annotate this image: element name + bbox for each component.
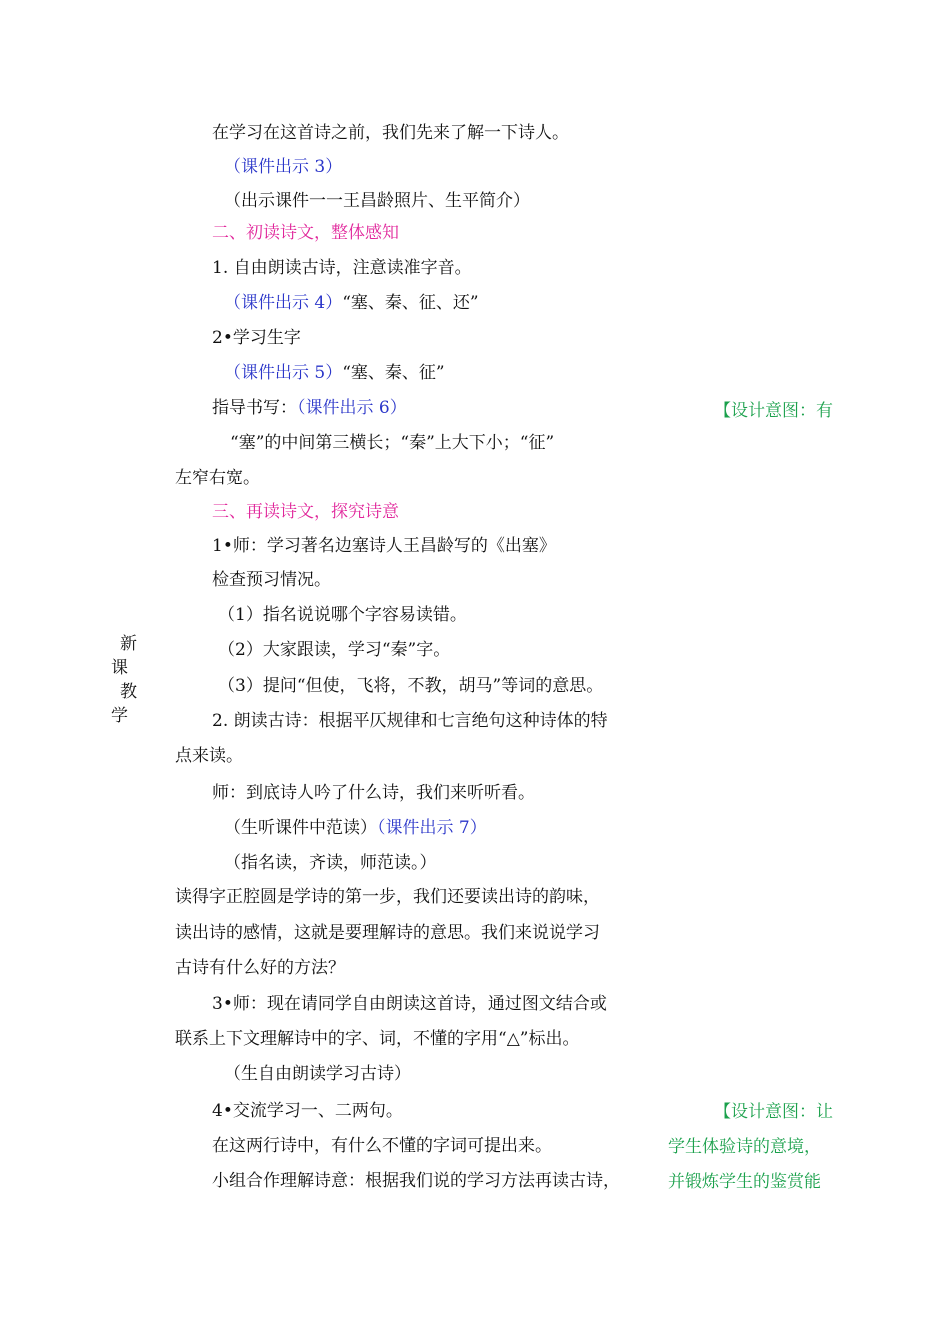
- text-line: 左窄右宽。: [175, 468, 260, 488]
- text-line: 1•师：学习著名边塞诗人王昌龄写的《出塞》: [212, 536, 556, 556]
- design-intent-note: 并锻炼学生的鉴赏能: [668, 1172, 821, 1192]
- text-line: （出示课件一一王昌龄照片、生平简介）: [224, 191, 530, 211]
- text-line: 读出诗的感情，这就是要理解诗的意思。我们来说说学习: [175, 923, 600, 943]
- side-label-char: 新: [120, 634, 137, 654]
- text-span: “塞、秦、征”: [342, 363, 445, 383]
- design-intent-note: 【设计意图：有: [714, 401, 833, 421]
- text-span: 指导书写：: [212, 398, 297, 418]
- text-line: （3）提问“但使，飞将，不教，胡马”等词的意思。: [218, 676, 604, 696]
- text-line: 在这两行诗中，有什么不懂的字词可提出来。: [212, 1136, 552, 1156]
- text-span: （生听课件中范读）: [224, 818, 377, 838]
- courseware-ref: （课件出示 3）: [224, 157, 343, 177]
- text-line: 1. 自由朗读古诗，注意读准字音。: [212, 258, 472, 278]
- text-line: 2•学习生字: [212, 328, 301, 348]
- section-heading: 二、初读诗文，整体感知: [212, 223, 399, 243]
- text-line: [212, 397, 407, 419]
- text-line: 古诗有什么好的方法？: [175, 958, 345, 978]
- courseware-ref: （课件出示 7）: [377, 818, 487, 838]
- side-label-char: 学: [111, 706, 128, 726]
- text-line: （2）大家跟读，学习“秦”字。: [218, 640, 451, 660]
- text-line: （1）指名说说哪个字容易读错。: [218, 605, 467, 625]
- text-line: 在学习在这首诗之前，我们先来了解一下诗人。: [212, 123, 569, 143]
- text-line: 检查预习情况。: [212, 570, 331, 590]
- courseware-ref: （课件出示 5）: [224, 363, 343, 383]
- text-line: 小组合作理解诗意：根据我们说的学习方法再读古诗，: [212, 1171, 620, 1191]
- text-line: （指名读，齐读，师范读。）: [224, 853, 437, 873]
- text-line: 2. 朗读古诗：根据平仄规律和七言绝句这种诗体的特: [212, 711, 608, 731]
- text-line: 读得字正腔圆是学诗的第一步，我们还要读出诗的韵味，: [175, 887, 600, 907]
- text-line: [224, 292, 479, 314]
- text-line: [224, 362, 445, 384]
- text-span: “塞、秦、征、还”: [342, 293, 479, 313]
- courseware-ref: （课件出示 6）: [297, 398, 407, 418]
- side-label-char: 课: [111, 658, 128, 678]
- text-line: 师：到底诗人吟了什么诗，我们来听听看。: [212, 783, 535, 803]
- text-line: 3•师：现在请同学自由朗读这首诗，通过图文结合或: [212, 994, 607, 1014]
- section-heading: 三、再读诗文，探究诗意: [212, 502, 399, 522]
- text-line: 点来读。: [175, 746, 243, 766]
- text-line: 联系上下文理解诗中的字、词，不懂的字用“△”标出。: [175, 1029, 580, 1049]
- design-intent-note: 学生体验诗的意境，: [668, 1137, 821, 1157]
- side-label-char: 教: [120, 682, 137, 702]
- text-line: 4•交流学习一、二两句。: [212, 1101, 403, 1121]
- text-line: “塞”的中间第三横长；“秦”上大下小；“征”: [230, 433, 555, 453]
- courseware-ref: （课件出示 4）: [224, 293, 343, 313]
- design-intent-note: 【设计意图：让: [714, 1102, 833, 1122]
- text-line: （生自由朗读学习古诗）: [224, 1064, 411, 1084]
- text-line: [224, 817, 487, 839]
